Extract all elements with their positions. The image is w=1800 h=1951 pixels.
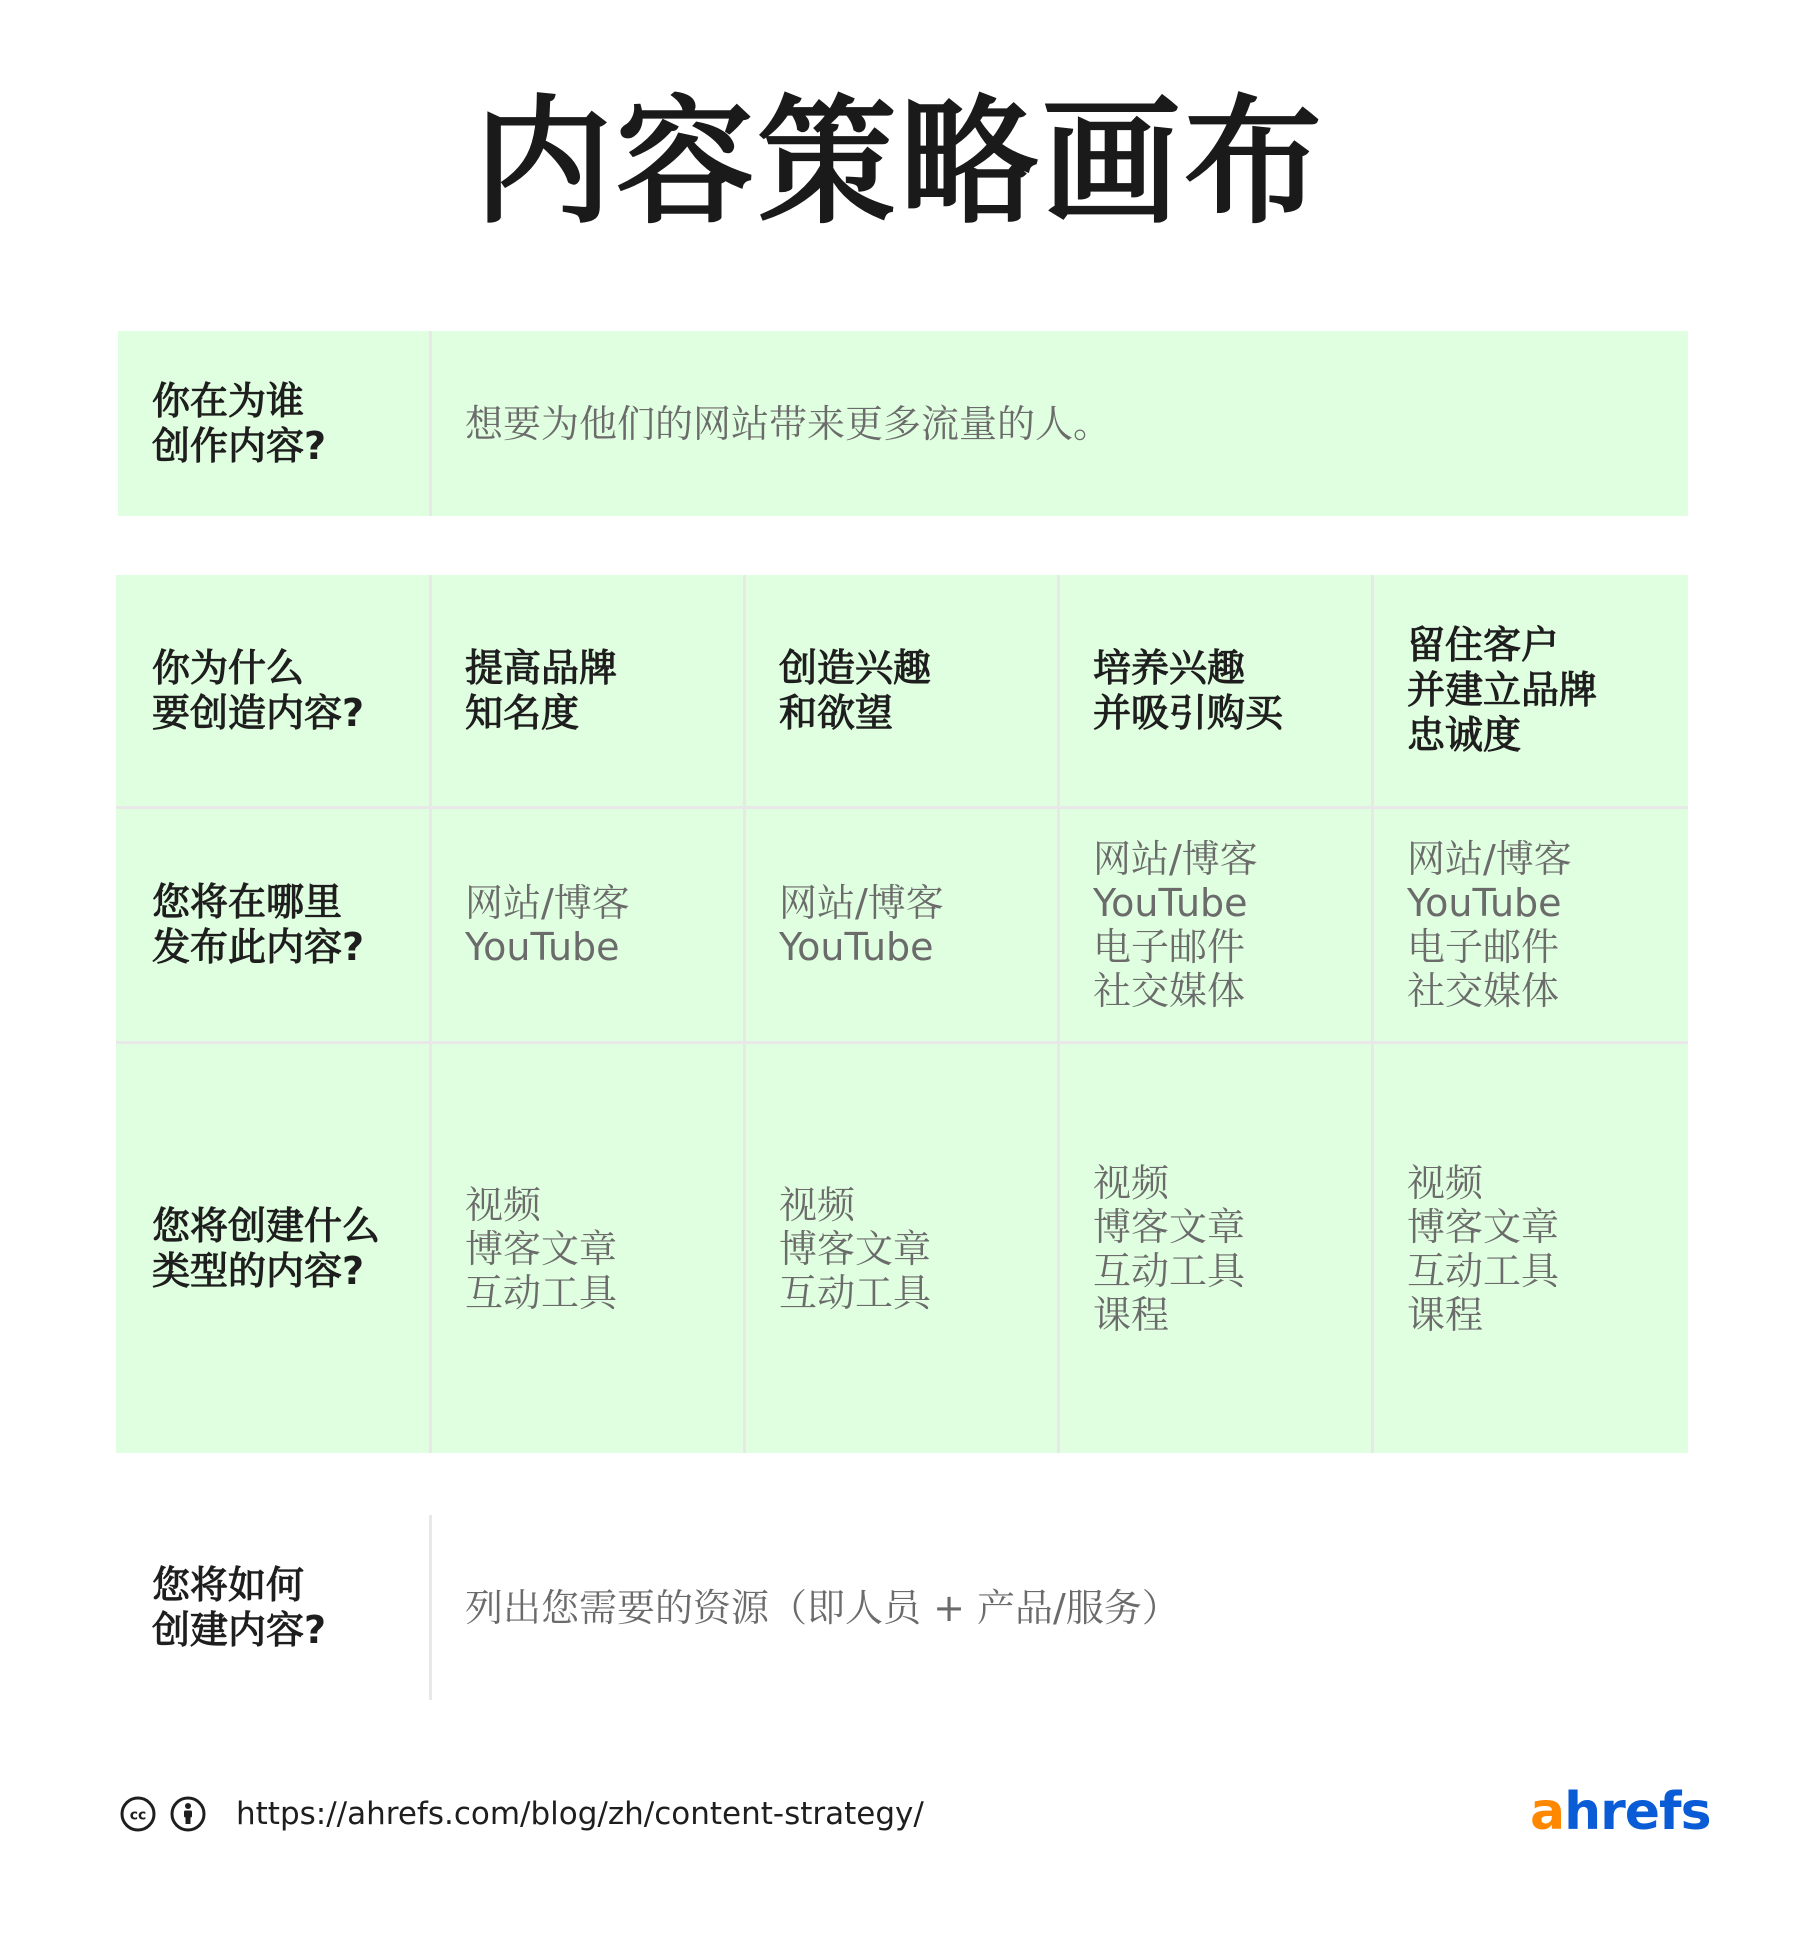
grid-divider-4 (1371, 575, 1374, 1453)
row-audience-label: 你在为谁 创作内容? (152, 378, 327, 468)
channel-cell: 网站/博客 YouTube 电子邮件 社交媒体 (1093, 837, 1258, 1013)
grid-divider-2 (743, 575, 746, 1453)
row-audience-divider (429, 331, 432, 516)
row-how-value: 列出您需要的资源（即人员 + 产品/服务） (465, 1585, 1180, 1630)
row-where-label: 您将在哪里 发布此内容? (152, 880, 365, 969)
grid-divider-3 (1057, 575, 1060, 1453)
svg-text:cc: cc (129, 1807, 147, 1824)
channel-cell: 网站/博客 YouTube (779, 881, 944, 969)
content-type-cell: 视频 博客文章 互动工具 课程 (1407, 1160, 1560, 1337)
goal-cell: 创造兴趣 和欲望 (779, 645, 932, 735)
content-type-cell: 视频 博客文章 互动工具 课程 (1093, 1160, 1246, 1337)
page-title: 内容策略画布 (473, 82, 1326, 243)
goal-cell: 提高品牌 知名度 (465, 645, 618, 735)
grid-divider-1 (429, 575, 432, 1453)
row-how-divider (429, 1515, 432, 1700)
source-url[interactable]: https://ahrefs.com/blog/zh/content-strategy/ (236, 1796, 924, 1832)
row-how-label: 您将如何 创建内容? (152, 1562, 327, 1652)
content-type-cell: 视频 博客文章 互动工具 (465, 1182, 618, 1315)
row-audience-value: 想要为他们的网站带来更多流量的人。 (465, 401, 1112, 446)
cc-icon (120, 1796, 156, 1832)
goal-cell: 留住客户 并建立品牌 忠诚度 (1407, 623, 1598, 757)
channel-cell: 网站/博客 YouTube (465, 881, 630, 969)
by-icon (170, 1796, 206, 1832)
ahrefs-logo: ahrefs (1530, 1782, 1711, 1842)
content-type-cell: 视频 博客文章 互动工具 (779, 1182, 932, 1315)
row-why-label: 你为什么 要创造内容? (152, 645, 365, 735)
row-type-label: 您将创建什么 类型的内容? (152, 1203, 381, 1293)
channel-cell: 网站/博客 YouTube 电子邮件 社交媒体 (1407, 837, 1572, 1013)
goal-cell: 培养兴趣 并吸引购买 (1093, 645, 1284, 735)
